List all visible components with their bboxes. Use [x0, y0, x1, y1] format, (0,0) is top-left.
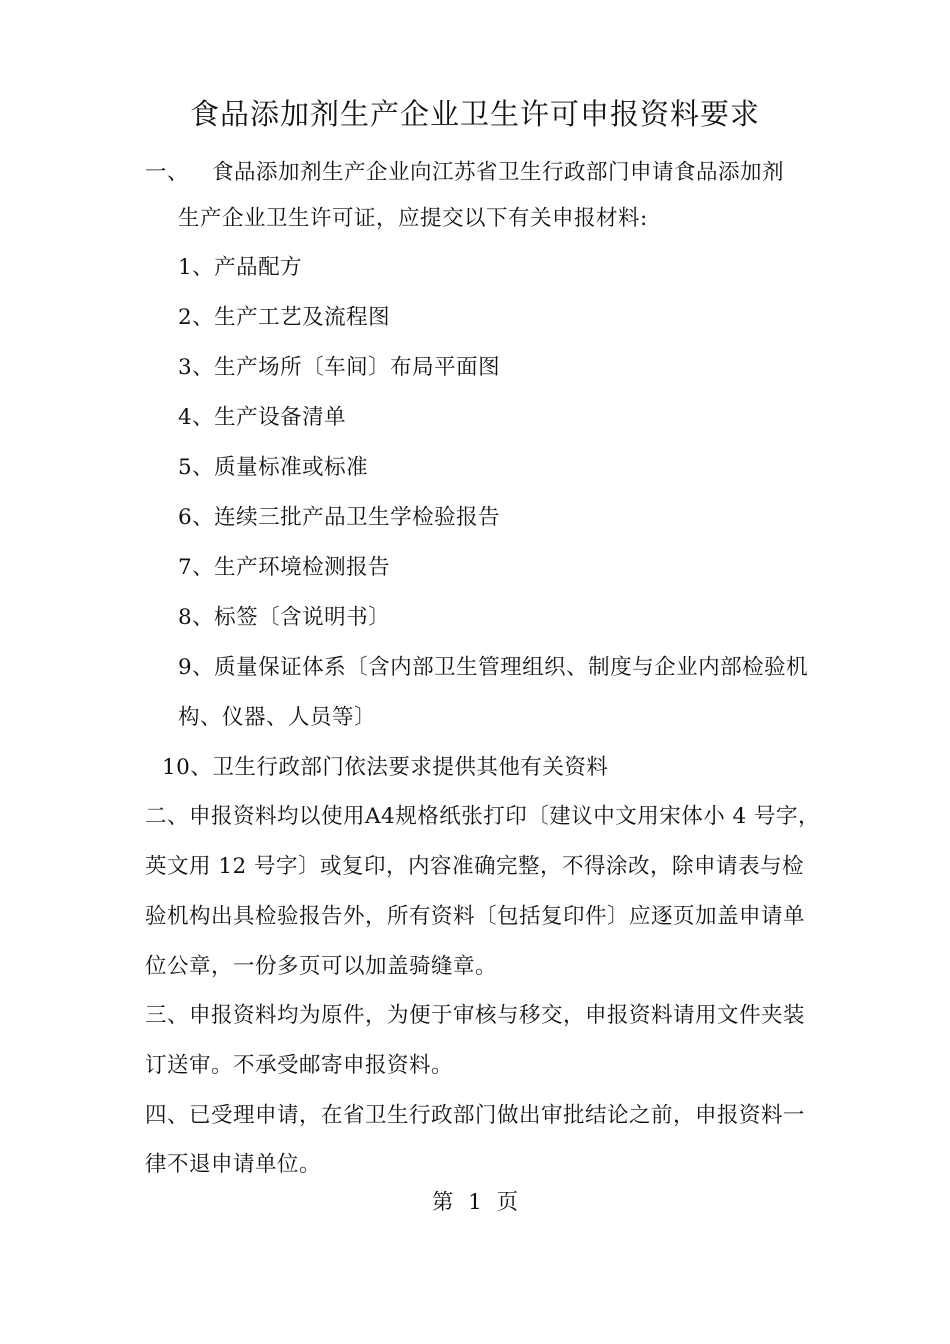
section-3-line-2: 订送审。不承受邮寄申报资料。 — [145, 1053, 454, 1078]
list-item-10: 10、卫生行政部门依法要求提供其他有关资料 — [162, 755, 609, 780]
list-item-9-line-1: 9、质量保证体系〔含内部卫生管理组织、制度与企业内部检验机 — [178, 655, 809, 680]
section-4-line-1: 四、已受理申请，在省卫生行政部门做出审批结论之前，申报资料一 — [145, 1103, 806, 1128]
document-title: 食品添加剂生产企业卫生许可申报资料要求 — [189, 97, 760, 131]
section-1-text-line-1: 食品添加剂生产企业向江苏省卫生行政部门申请食品添加剂 — [212, 160, 785, 185]
section-2-line-4: 位公章，一份多页可以加盖骑缝章。 — [145, 954, 498, 979]
list-item-2: 2、生产工艺及流程图 — [178, 305, 391, 330]
page-number: 第 1 页 — [431, 1190, 519, 1215]
section-3-line-1: 三、申报资料均为原件，为便于审核与移交，申报资料请用文件夹装 — [145, 1003, 806, 1028]
list-item-5: 5、质量标准或标准 — [178, 455, 369, 480]
list-item-1: 1、产品配方 — [178, 255, 303, 280]
list-item-9-line-2: 构、仪器、人员等〕 — [178, 705, 377, 730]
list-item-7: 7、生产环境检测报告 — [178, 555, 391, 580]
list-item-4: 4、生产设备清单 — [178, 405, 347, 430]
section-1-number: 一、 — [145, 160, 190, 185]
section-1-text-line-2: 生产企业卫生许可证，应提交以下有关申报材料: — [178, 206, 648, 231]
section-2-line-2: 英文用 12 号字〕或复印，内容准确完整，不得涂改，除申请表与检 — [145, 854, 805, 879]
list-item-8: 8、标签〔含说明书〕 — [178, 605, 391, 630]
list-item-6: 6、连续三批产品卫生学检验报告 — [178, 505, 501, 530]
section-2-line-1: 二、申报资料均以使用A4规格纸张打印〔建议中文用宋体小 4 号字， — [145, 804, 821, 829]
list-item-3: 3、生产场所〔车间〕布局平面图 — [178, 355, 501, 380]
section-4-line-2: 律不退申请单位。 — [145, 1152, 322, 1177]
section-2-line-3: 验机构出具检验报告外，所有资料〔包括复印件〕应逐页加盖申请单 — [145, 904, 806, 929]
